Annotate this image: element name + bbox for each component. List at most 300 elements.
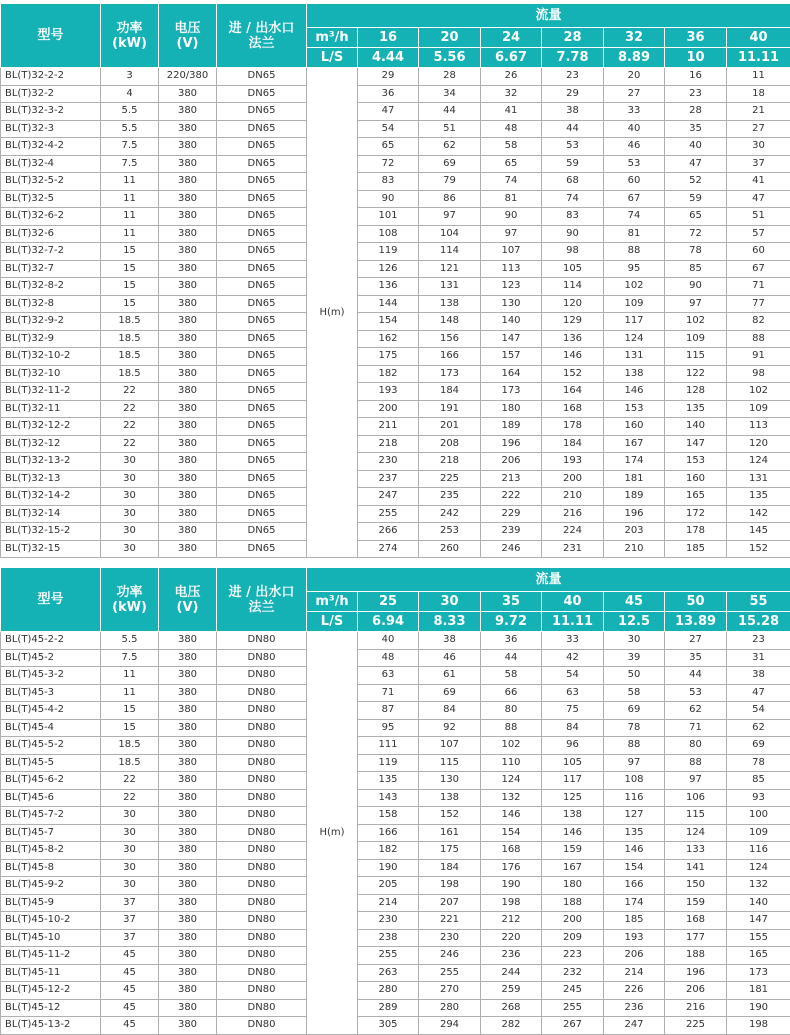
head-value-cell: 98: [542, 243, 604, 261]
head-value-cell: 280: [419, 999, 481, 1017]
head-value-cell: 60: [604, 173, 665, 191]
head-value-cell: 246: [419, 947, 481, 965]
flange-cell: DN80: [217, 684, 307, 702]
head-value-cell: 104: [419, 225, 481, 243]
flange-cell: DN80: [217, 789, 307, 807]
head-value-cell: 34: [419, 85, 481, 103]
head-value-cell: 188: [542, 894, 604, 912]
head-value-cell: 122: [665, 365, 727, 383]
head-value-cell: 131: [419, 278, 481, 296]
model-cell: BL(T)32-2-2: [1, 68, 101, 86]
model-cell: BL(T)32-7-2: [1, 243, 101, 261]
head-value-cell: 35: [665, 120, 727, 138]
power-cell: 37: [101, 894, 159, 912]
table-row: [1, 348, 790, 366]
head-value-cell: 159: [542, 842, 604, 860]
table-row: [1, 842, 790, 860]
flow-ls-value: 8.89: [604, 48, 665, 68]
head-value-cell: 164: [481, 365, 542, 383]
head-value-cell: 178: [542, 418, 604, 436]
flow-m3h-value: 24: [481, 28, 542, 48]
flow-ls-value: 13.89: [665, 612, 727, 632]
head-value-cell: 208: [419, 435, 481, 453]
header-ls-label: L/S: [307, 612, 358, 632]
head-value-cell: 36: [481, 632, 542, 650]
head-value-cell: 52: [665, 173, 727, 191]
head-value-cell: 42: [542, 649, 604, 667]
head-value-cell: 97: [665, 295, 727, 313]
voltage-cell: 380: [159, 947, 217, 965]
model-cell: BL(T)45-10: [1, 929, 101, 947]
head-value-cell: 72: [665, 225, 727, 243]
head-value-cell: 270: [419, 982, 481, 1000]
head-value-cell: 205: [358, 877, 419, 895]
voltage-cell: 380: [159, 912, 217, 930]
flange-cell: DN65: [217, 505, 307, 523]
head-value-cell: 150: [665, 877, 727, 895]
model-cell: BL(T)32-6: [1, 225, 101, 243]
voltage-cell: 380: [159, 842, 217, 860]
table-row: [1, 824, 790, 842]
voltage-cell: 380: [159, 225, 217, 243]
head-value-cell: 236: [604, 999, 665, 1017]
flange-cell: DN65: [217, 400, 307, 418]
head-value-cell: 268: [481, 999, 542, 1017]
voltage-cell: 380: [159, 737, 217, 755]
head-value-cell: 175: [358, 348, 419, 366]
table-row: [1, 877, 790, 895]
flange-cell: DN80: [217, 947, 307, 965]
header-flow: 流量: [307, 568, 790, 592]
power-cell: 11: [101, 225, 159, 243]
voltage-cell: 380: [159, 667, 217, 685]
head-value-cell: 57: [727, 225, 790, 243]
head-value-cell: 27: [604, 85, 665, 103]
flange-cell: DN65: [217, 190, 307, 208]
head-value-cell: 198: [481, 894, 542, 912]
head-value-cell: 135: [604, 824, 665, 842]
model-cell: BL(T)45-11-2: [1, 947, 101, 965]
flange-cell: DN65: [217, 313, 307, 331]
head-value-cell: 58: [481, 138, 542, 156]
head-value-cell: 53: [604, 155, 665, 173]
head-value-cell: 237: [358, 470, 419, 488]
model-cell: BL(T)32-15: [1, 540, 101, 558]
voltage-cell: 380: [159, 824, 217, 842]
head-value-cell: 65: [665, 208, 727, 226]
head-value-cell: 59: [542, 155, 604, 173]
flange-cell: DN80: [217, 719, 307, 737]
flange-cell: DN65: [217, 85, 307, 103]
head-value-cell: 173: [727, 964, 790, 982]
head-value-cell: 58: [604, 684, 665, 702]
power-cell: 5.5: [101, 103, 159, 121]
head-value-cell: 124: [665, 824, 727, 842]
flange-cell: DN80: [217, 649, 307, 667]
head-value-cell: 28: [419, 68, 481, 86]
head-value-cell: 174: [604, 453, 665, 471]
head-value-cell: 222: [481, 488, 542, 506]
head-value-cell: 173: [419, 365, 481, 383]
model-cell: BL(T)32-12: [1, 435, 101, 453]
table-row: [1, 737, 790, 755]
head-value-cell: 165: [727, 947, 790, 965]
head-value-cell: 255: [358, 505, 419, 523]
head-value-cell: 88: [481, 719, 542, 737]
head-value-cell: 255: [419, 964, 481, 982]
head-value-cell: 225: [665, 1017, 727, 1035]
table-row: [1, 929, 790, 947]
head-value-cell: 90: [481, 208, 542, 226]
head-value-cell: 44: [481, 649, 542, 667]
head-value-cell: 23: [542, 68, 604, 86]
table-row: [1, 523, 790, 541]
power-cell: 7.5: [101, 138, 159, 156]
head-value-cell: 119: [358, 243, 419, 261]
head-value-cell: 182: [358, 365, 419, 383]
head-value-cell: 16: [665, 68, 727, 86]
voltage-cell: 380: [159, 649, 217, 667]
head-value-cell: 109: [604, 295, 665, 313]
power-cell: 15: [101, 702, 159, 720]
head-value-cell: 166: [419, 348, 481, 366]
table-row: [1, 894, 790, 912]
table-row: [1, 772, 790, 790]
head-value-cell: 107: [419, 737, 481, 755]
voltage-cell: 380: [159, 702, 217, 720]
voltage-cell: 380: [159, 208, 217, 226]
model-cell: BL(T)45-2: [1, 649, 101, 667]
head-value-cell: 107: [481, 243, 542, 261]
head-value-cell: 74: [481, 173, 542, 191]
head-value-cell: 59: [665, 190, 727, 208]
head-value-cell: 196: [481, 435, 542, 453]
head-value-cell: 61: [419, 667, 481, 685]
table-row: [1, 667, 790, 685]
model-cell: BL(T)32-8-2: [1, 278, 101, 296]
head-value-cell: 41: [481, 103, 542, 121]
flange-cell: DN80: [217, 807, 307, 825]
head-value-cell: 136: [358, 278, 419, 296]
flange-cell: DN80: [217, 1017, 307, 1035]
head-value-cell: 161: [419, 824, 481, 842]
model-cell: BL(T)45-12: [1, 999, 101, 1017]
head-value-cell: 100: [727, 807, 790, 825]
head-value-cell: 143: [358, 789, 419, 807]
head-value-cell: 84: [419, 702, 481, 720]
power-cell: 11: [101, 684, 159, 702]
head-value-cell: 51: [727, 208, 790, 226]
head-value-cell: 282: [481, 1017, 542, 1035]
head-value-cell: 141: [665, 859, 727, 877]
head-value-cell: 62: [727, 719, 790, 737]
head-value-cell: 193: [542, 453, 604, 471]
pump-table-32: [0, 3, 790, 558]
power-cell: 15: [101, 278, 159, 296]
head-value-cell: 126: [358, 260, 419, 278]
head-value-cell: 138: [542, 807, 604, 825]
power-cell: 22: [101, 383, 159, 401]
power-cell: 30: [101, 488, 159, 506]
head-value-cell: 115: [665, 348, 727, 366]
head-value-cell: 23: [665, 85, 727, 103]
table-row: [1, 453, 790, 471]
model-cell: BL(T)45-3: [1, 684, 101, 702]
head-value-cell: 85: [665, 260, 727, 278]
head-value-cell: 135: [727, 488, 790, 506]
head-value-cell: 136: [542, 330, 604, 348]
head-value-cell: 47: [358, 103, 419, 121]
flange-cell: DN65: [217, 523, 307, 541]
head-value-cell: 102: [665, 313, 727, 331]
header-flow: 流量: [307, 4, 790, 28]
head-value-cell: 128: [665, 383, 727, 401]
head-value-cell: 260: [419, 540, 481, 558]
head-value-cell: 162: [358, 330, 419, 348]
flange-cell: DN80: [217, 964, 307, 982]
head-value-cell: 53: [542, 138, 604, 156]
head-value-cell: 78: [604, 719, 665, 737]
head-value-cell: 80: [665, 737, 727, 755]
voltage-cell: 380: [159, 632, 217, 650]
head-value-cell: 230: [419, 929, 481, 947]
model-cell: BL(T)45-11: [1, 964, 101, 982]
head-value-cell: 38: [542, 103, 604, 121]
head-value-cell: 203: [604, 523, 665, 541]
head-value-cell: 97: [419, 208, 481, 226]
model-cell: BL(T)45-8-2: [1, 842, 101, 860]
model-cell: BL(T)32-3-2: [1, 103, 101, 121]
voltage-cell: 380: [159, 929, 217, 947]
head-value-cell: 40: [665, 138, 727, 156]
head-value-cell: 44: [419, 103, 481, 121]
head-value-cell: 253: [419, 523, 481, 541]
head-value-cell: 238: [358, 929, 419, 947]
flange-cell: DN65: [217, 295, 307, 313]
head-value-cell: 117: [604, 313, 665, 331]
table-row: [1, 278, 790, 296]
flange-cell: DN80: [217, 982, 307, 1000]
model-cell: BL(T)45-6: [1, 789, 101, 807]
head-value-cell: 152: [542, 365, 604, 383]
table-row: [1, 947, 790, 965]
voltage-cell: 220/380: [159, 68, 217, 86]
flange-cell: DN80: [217, 737, 307, 755]
model-cell: BL(T)45-12-2: [1, 982, 101, 1000]
voltage-cell: 380: [159, 540, 217, 558]
head-value-cell: 214: [604, 964, 665, 982]
flange-cell: DN65: [217, 103, 307, 121]
voltage-cell: 380: [159, 418, 217, 436]
head-value-cell: 184: [419, 859, 481, 877]
head-value-cell: 198: [727, 1017, 790, 1035]
table-row: [1, 383, 790, 401]
head-value-cell: 191: [419, 400, 481, 418]
power-cell: 22: [101, 435, 159, 453]
model-cell: BL(T)32-12-2: [1, 418, 101, 436]
voltage-cell: 380: [159, 470, 217, 488]
head-value-cell: 54: [727, 702, 790, 720]
power-cell: 11: [101, 173, 159, 191]
head-value-cell: 168: [665, 912, 727, 930]
flange-cell: DN80: [217, 824, 307, 842]
voltage-cell: 380: [159, 894, 217, 912]
head-value-cell: 124: [481, 772, 542, 790]
head-value-cell: 166: [604, 877, 665, 895]
flow-m3h-value: 36: [665, 28, 727, 48]
table-row: [1, 208, 790, 226]
model-cell: BL(T)32-5: [1, 190, 101, 208]
voltage-cell: 380: [159, 295, 217, 313]
model-cell: BL(T)45-6-2: [1, 772, 101, 790]
flange-cell: DN80: [217, 632, 307, 650]
flange-cell: DN65: [217, 435, 307, 453]
head-value-cell: 44: [665, 667, 727, 685]
head-value-cell: 113: [727, 418, 790, 436]
table-row: [1, 155, 790, 173]
flange-cell: DN80: [217, 702, 307, 720]
head-value-cell: 140: [481, 313, 542, 331]
model-cell: BL(T)32-14-2: [1, 488, 101, 506]
table-row: [1, 400, 790, 418]
head-value-cell: 236: [481, 947, 542, 965]
head-value-cell: 184: [542, 435, 604, 453]
table-row: [1, 754, 790, 772]
head-value-cell: 33: [542, 632, 604, 650]
head-value-cell: 165: [665, 488, 727, 506]
power-cell: 5.5: [101, 632, 159, 650]
head-value-cell: 190: [481, 877, 542, 895]
head-value-cell: 90: [665, 278, 727, 296]
power-cell: 30: [101, 523, 159, 541]
head-value-cell: 29: [358, 68, 419, 86]
head-value-cell: 135: [665, 400, 727, 418]
head-value-cell: 156: [419, 330, 481, 348]
flange-cell: DN65: [217, 453, 307, 471]
head-value-cell: 154: [358, 313, 419, 331]
head-value-cell: 31: [727, 649, 790, 667]
head-value-cell: 101: [358, 208, 419, 226]
head-value-cell: 138: [604, 365, 665, 383]
head-value-cell: 181: [604, 470, 665, 488]
model-cell: BL(T)45-9: [1, 894, 101, 912]
head-value-cell: 105: [542, 260, 604, 278]
table-row: [1, 330, 790, 348]
head-label: H(m): [307, 632, 358, 1035]
head-value-cell: 255: [542, 999, 604, 1017]
power-cell: 18.5: [101, 737, 159, 755]
table-row: [1, 418, 790, 436]
head-value-cell: 116: [604, 789, 665, 807]
flow-m3h-value: 32: [604, 28, 665, 48]
head-value-cell: 33: [604, 103, 665, 121]
head-value-cell: 87: [358, 702, 419, 720]
head-value-cell: 218: [358, 435, 419, 453]
power-cell: 45: [101, 999, 159, 1017]
head-value-cell: 81: [481, 190, 542, 208]
head-value-cell: 114: [542, 278, 604, 296]
table-row: [1, 243, 790, 261]
head-value-cell: 230: [358, 912, 419, 930]
power-cell: 15: [101, 260, 159, 278]
header-voltage: 电压 (V): [159, 4, 217, 68]
flange-cell: DN65: [217, 173, 307, 191]
voltage-cell: 380: [159, 330, 217, 348]
head-value-cell: 46: [419, 649, 481, 667]
head-value-cell: 175: [419, 842, 481, 860]
model-cell: BL(T)32-4: [1, 155, 101, 173]
head-value-cell: 40: [358, 632, 419, 650]
flow-ls-value: 8.33: [419, 612, 481, 632]
voltage-cell: 380: [159, 278, 217, 296]
head-value-cell: 109: [665, 330, 727, 348]
head-value-cell: 263: [358, 964, 419, 982]
head-value-cell: 210: [542, 488, 604, 506]
power-cell: 5.5: [101, 120, 159, 138]
head-value-cell: 245: [542, 982, 604, 1000]
flange-cell: DN65: [217, 138, 307, 156]
head-value-cell: 51: [419, 120, 481, 138]
head-value-cell: 230: [358, 453, 419, 471]
power-cell: 37: [101, 912, 159, 930]
head-value-cell: 120: [727, 435, 790, 453]
table-row: [1, 470, 790, 488]
table-row: [1, 85, 790, 103]
power-cell: 15: [101, 719, 159, 737]
head-value-cell: 80: [481, 702, 542, 720]
head-value-cell: 116: [727, 842, 790, 860]
head-value-cell: 62: [665, 702, 727, 720]
head-value-cell: 159: [665, 894, 727, 912]
flange-cell: DN65: [217, 418, 307, 436]
flow-ls-value: 7.78: [542, 48, 604, 68]
head-value-cell: 177: [665, 929, 727, 947]
head-value-cell: 146: [604, 842, 665, 860]
head-value-cell: 147: [665, 435, 727, 453]
head-value-cell: 188: [665, 947, 727, 965]
head-value-cell: 109: [727, 400, 790, 418]
table-row: [1, 632, 790, 650]
head-value-cell: 144: [358, 295, 419, 313]
head-value-cell: 214: [358, 894, 419, 912]
head-value-cell: 155: [727, 929, 790, 947]
head-value-cell: 160: [665, 470, 727, 488]
model-cell: BL(T)32-14: [1, 505, 101, 523]
voltage-cell: 380: [159, 313, 217, 331]
table-row: [1, 365, 790, 383]
voltage-cell: 380: [159, 772, 217, 790]
head-value-cell: 74: [542, 190, 604, 208]
head-value-cell: 246: [481, 540, 542, 558]
header-m3h-label: m³/h: [307, 592, 358, 612]
voltage-cell: 380: [159, 173, 217, 191]
head-value-cell: 36: [358, 85, 419, 103]
head-value-cell: 164: [542, 383, 604, 401]
model-cell: BL(T)32-7: [1, 260, 101, 278]
model-cell: BL(T)45-9-2: [1, 877, 101, 895]
power-cell: 15: [101, 295, 159, 313]
model-cell: BL(T)32-11-2: [1, 383, 101, 401]
head-value-cell: 50: [604, 667, 665, 685]
model-cell: BL(T)32-5-2: [1, 173, 101, 191]
head-value-cell: 38: [727, 667, 790, 685]
head-value-cell: 210: [604, 540, 665, 558]
flow-m3h-value: 50: [665, 592, 727, 612]
model-cell: BL(T)32-10-2: [1, 348, 101, 366]
head-value-cell: 27: [665, 632, 727, 650]
power-cell: 18.5: [101, 365, 159, 383]
head-value-cell: 32: [481, 85, 542, 103]
